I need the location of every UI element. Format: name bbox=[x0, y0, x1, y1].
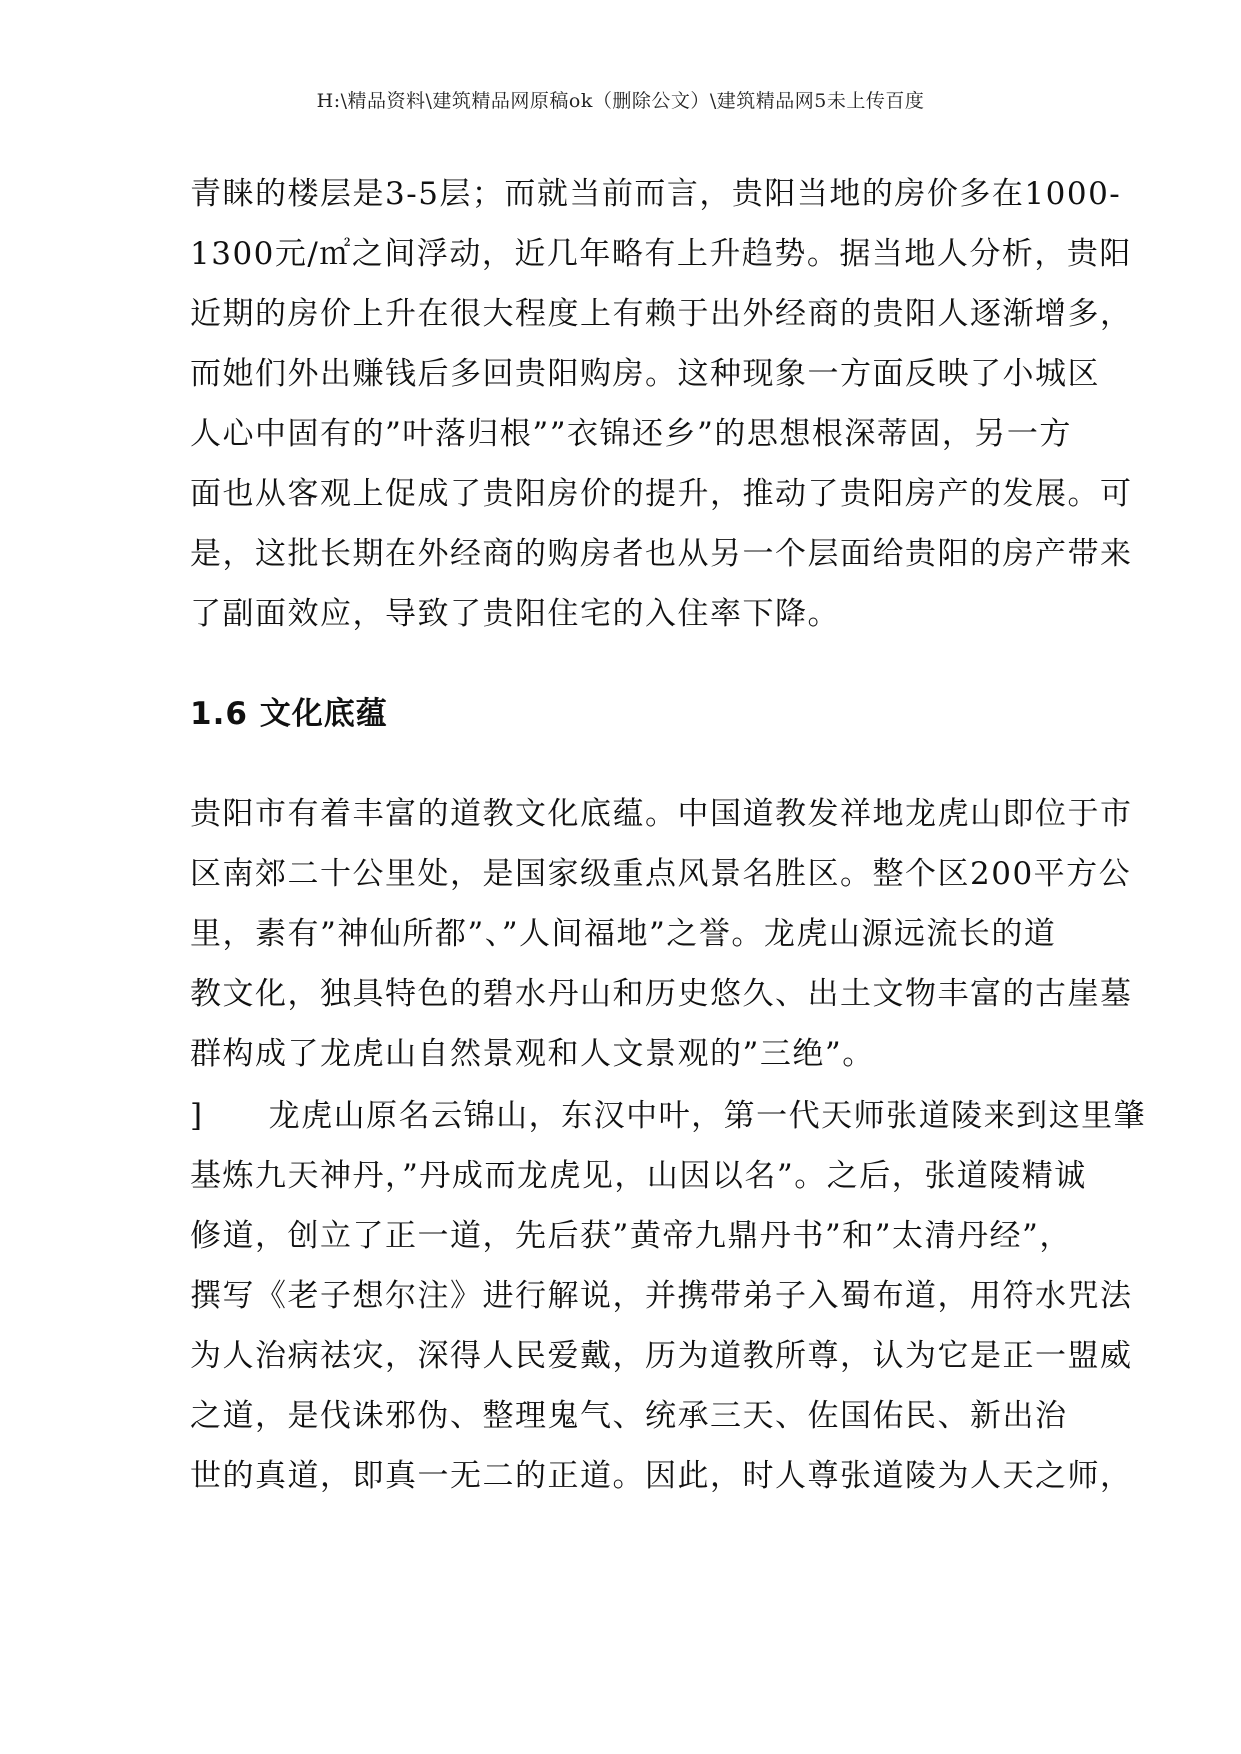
page-header-path: H:\精品资料\建筑精品网原稿ok（删除公文）\建筑精品网5未上传百度 bbox=[316, 90, 925, 112]
paragraph-line: 了副面效应，导致了贵阳住宅的入住率下降。 bbox=[190, 596, 840, 632]
paragraph-line: 撰写《老子想尔注》进行解说，并携带弟子入蜀布道，用符水咒法 bbox=[190, 1278, 1133, 1314]
paragraph-line: 之道，是伐诛邪伪、整理鬼气、统承三天、佐国佑民、新出治 bbox=[190, 1398, 1068, 1434]
paragraph-line: 人心中固有的”叶落归根””衣锦还乡”的思想根深蒂固，另一方 bbox=[190, 416, 1072, 452]
paragraph-line: 群构成了龙虎山自然景观和人文景观的”三绝”。 bbox=[190, 1036, 875, 1072]
paragraph-line: 是，这批长期在外经商的购房者也从另一个层面给贵阳的房产带来 bbox=[190, 536, 1133, 572]
paragraph-line: 教文化，独具特色的碧水丹山和历史悠久、出土文物丰富的古崖墓 bbox=[190, 976, 1133, 1012]
paragraph-line: 基炼九天神丹，”丹成而龙虎见，山因以名”。之后，张道陵精诚 bbox=[190, 1158, 1087, 1194]
paragraph-line: ] 龙虎山原名云锦山，东汉中叶，第一代天师张道陵来到这里肇 bbox=[190, 1098, 1147, 1134]
paragraph-line: 而她们外出赚钱后多回贵阳购房。这种现象一方面反映了小城区 bbox=[190, 356, 1100, 392]
paragraph-line: 区南郊二十公里处，是国家级重点风景名胜区。整个区200平方公 bbox=[190, 856, 1132, 892]
paragraph-line: 面也从客观上促成了贵阳房价的提升，推动了贵阳房产的发展。可 bbox=[190, 476, 1133, 512]
paragraph-line: 贵阳市有着丰富的道教文化底蕴。中国道教发祥地龙虎山即位于市 bbox=[190, 796, 1133, 832]
paragraph-line: 里，素有”神仙所都”、”人间福地”之誉。龙虎山源远流长的道 bbox=[190, 916, 1057, 952]
paragraph-line: 修道，创立了正一道，先后获”黄帝九鼎丹书”和”太清丹经”， bbox=[190, 1218, 1072, 1254]
section-heading: 1.6 文化底蕴 bbox=[190, 696, 388, 732]
paragraph-line: 近期的房价上升在很大程度上有赖于出外经商的贵阳人逐渐增多， bbox=[190, 296, 1133, 332]
paragraph-line: 世的真道，即真一无二的正道。因此，时人尊张道陵为人天之师， bbox=[190, 1458, 1133, 1494]
paragraph-line: 青睐的楼层是3-5层；而就当前而言，贵阳当地的房价多在1000- bbox=[190, 176, 1122, 212]
paragraph-line: 1300元/㎡之间浮动，近几年略有上升趋势。据当地人分析，贵阳 bbox=[190, 236, 1132, 272]
paragraph-line: 为人治病祛灾，深得人民爱戴，历为道教所尊，认为它是正一盟威 bbox=[190, 1338, 1133, 1374]
